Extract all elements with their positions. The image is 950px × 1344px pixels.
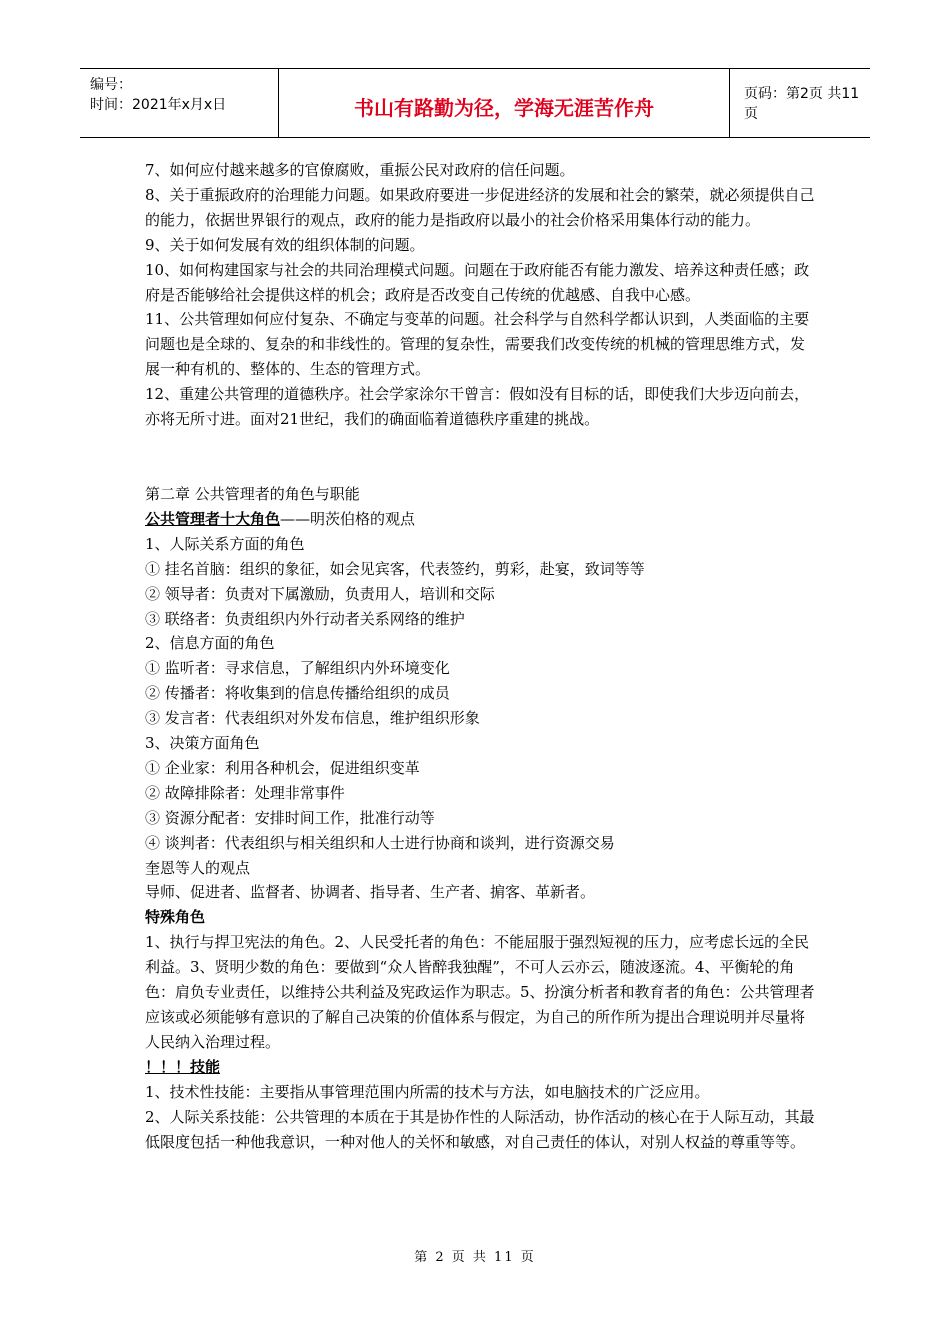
list-item: ② 领导者：负责对下属激励，负责用人，培训和交际 [145, 584, 495, 603]
list-item: ① 企业家：利用各种机会，促进组织变革 [145, 758, 420, 777]
list-item: ① 挂名首脑：组织的象征，如会见宾客，代表签约，剪彩，赴宴，致词等等 [145, 559, 645, 578]
list-item: ② 故障排除者：处理非常事件 [145, 783, 345, 802]
list-item: 导师、促进者、监督者、协调者、指导者、生产者、掮客、革新者。 [145, 883, 596, 902]
header-motto: 书山有路勤为径，学海无涯苦作舟 [278, 69, 730, 137]
paragraph: 10、如何构建国家与社会的共同治理模式问题。问题在于政府能否有能力激发、培养这种责任感；政府是否能够给社会提供这样的机会；政府是否改变自己传统的优越感、自我中心感。 [145, 260, 810, 304]
skill-item: 2、人际关系技能：公共管理的本质在于其是协作性的人际活动，协作活动的核心在于人际互动，其最低限度包括一种他我意识，一种对他人的关怀和敏感，对自己责任的体认，对别人权益的尊重等等。 [145, 1107, 815, 1151]
page-footer: 第 2 页 共 11 页 [414, 1250, 536, 1265]
paragraph: 9、关于如何发展有效的组织体制的问题。 [145, 235, 425, 254]
list-item: ③ 资源分配者：安排时间工作，批准行动等 [145, 808, 435, 827]
list-item: ③ 发言者：代表组织对外发布信息，维护组织形象 [145, 709, 480, 728]
paragraph: 11、公共管理如何应付复杂、不确定与变革的问题。社会科学与自然科学都认识到，人类面临的主要问题也是全球的、复杂的和非线性的。管理的复杂性，需要我们改变传统的机械的管理思维方式，发展一种有机的、整体的、生态的管理方式。 [145, 310, 810, 379]
list-item: ④ 谈判者：代表组织与相关组织和人士进行协商和谈判，进行资源交易 [145, 833, 615, 852]
header-meta [80, 69, 278, 137]
roles-heading-rest: ——明茨伯格的观点 [280, 509, 416, 528]
list-item: 3、决策方面角色 [145, 734, 260, 753]
list-item: 2、信息方面的角色 [145, 634, 275, 653]
list-item: 1、人际关系方面的角色 [145, 534, 305, 553]
section-gap [145, 432, 815, 482]
page-header [80, 68, 870, 138]
document-body [145, 158, 815, 1154]
paragraph: 12、重建公共管理的道德秩序。社会学家涂尔干曾言：假如没有目标的话，即使我们大步迈向前去，亦将无所寸进。面对21世纪，我们的确面临着道德秩序重建的挑战。 [145, 385, 810, 429]
document-number-label: 编号： [90, 77, 132, 93]
chapter-title: 第二章 公共管理者的角色与职能 [145, 484, 360, 503]
document-date-label: 时间：2021年x月x日 [90, 97, 227, 113]
list-item: ① 监听者：寻求信息，了解组织内外环境变化 [145, 659, 450, 678]
list-item: 奎恩等人的观点 [145, 858, 251, 877]
special-roles-heading: 特殊角色 [145, 908, 206, 927]
skill-item: 1、技术性技能：主要指从事管理范围内所需的技术与方法，如电脑技术的广泛应用。 [145, 1082, 710, 1101]
special-roles-paragraph: 1、执行与捍卫宪法的角色。2、人民受托者的角色：不能屈服于强烈短视的压力，应考虑长远的全民利益。3、贤明少数的角色：要做到“众人皆醉我独醒”，不可人云亦云，随波逐流。4、平衡轮的角色：肩负专业责任，以维持公共利益及宪政运作为职志。5、扮演分析者和教育者的角色：公共管理者应该或必须能够有意识的了解自己决策的价值体系与假定，为自己的所作所为提出合理说明并尽量将人民纳入治理过程。 [145, 933, 815, 1051]
roles-heading [145, 507, 815, 532]
skills-heading: ！！！技能 [145, 1057, 221, 1076]
paragraph: 8、关于重振政府的治理能力问题。如果政府要进一步促进经济的发展和社会的繁荣，就必须提供自己的能力，依据世界银行的观点，政府的能力是指政府以最小的社会价格采用集体行动的能力。 [145, 185, 815, 229]
header-page-label: 页码：第2页 共11页 [744, 86, 860, 122]
list-item: ② 传播者：将收集到的信息传播给组织的成员 [145, 684, 450, 703]
list-item: ③ 联络者：负责组织内外行动者关系网络的维护 [145, 609, 465, 628]
paragraph: 7、如何应付越来越多的官僚腐败，重振公民对政府的信任问题。 [145, 161, 575, 179]
roles-heading-underlined: 公共管理者十大角色 [145, 509, 281, 528]
